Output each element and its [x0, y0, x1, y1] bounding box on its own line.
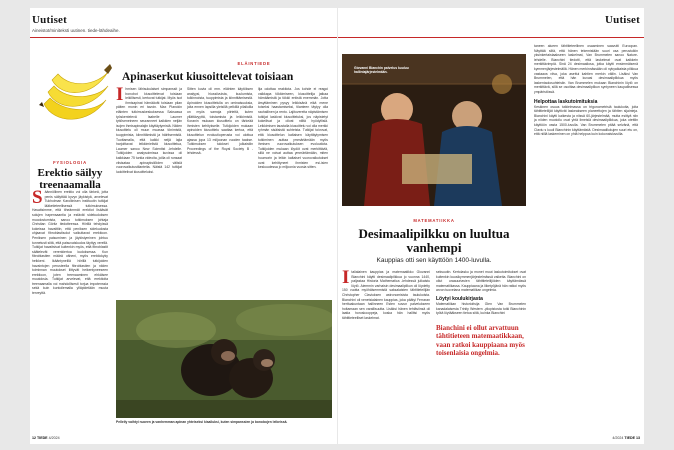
math-col-1	[342, 270, 430, 436]
footer-right	[612, 436, 640, 440]
math-col-2	[436, 270, 526, 436]
left-page	[30, 8, 337, 444]
right-page	[338, 8, 644, 444]
chimp-dropcap: I	[116, 87, 124, 105]
math-subhead-1: Löytyi koulukirjasta	[436, 295, 483, 302]
math-col-3	[534, 44, 638, 436]
math-text-3b: Keskinen osuus tutkielmassa on trigonometrisiä taulukoita, joita tähtitieteilijät käyttivät laskeakseen planeettojen ja tähtien sijainteja. Bianchini käytti kaikesta ja niissä 60-järjestelmää, mutta esittyä niin ja niiden muotoilu ovat yhtä ilmeisiä desimaalipilkkua, joka otettiin käyttöön vasta 1500-luvulla. Van Brummelen pitää selvänä, että Claviu s kuuli Bianchinin käyttämästä. Desimaalilukujen suuri etu on, että niillä laskeminen on yhtä helppoa kuin kokonaisluvuilla.	[534, 104, 638, 137]
math-text-3: taneen alueen tähtitieteellinen osaaminen saavutti Euroopan. Näyttää siltä, että hänen tekemistään suuri osa perustuikin yksinkertaistaakseen laskelmat, Van Brummelen sanoo Nature-lehdelle. Bianchini tiedotti, että laskelmat ovat kaikkein merkittävimpiä. Sinä 24 desimaaliosa, jotka käytti ensimmäisenä kymmenjärjestelmällä. Hänen merkinnässään oli nykyaikaista pilkkua vastaava viiva, joka asettui kahtien merkin väliin. Lisäksi Van Brummelen, että hän kuvasi desimaalipilkkua myös laskentaolosuhteisiin. Van Brummelen mukaan Bianchinin löytö on merkittävä, sillä se osoittaa desimaalipilkun syntyneen kaupallisessa ympäristössä.	[534, 44, 638, 94]
issue-left: 4/2024	[48, 436, 60, 440]
section-rule-left	[30, 37, 337, 38]
math-text-2b: Matematiikan historioitsija Glen Van Brummelen kanadalaisesta Trinity Western -yliopistosta tutki Bianchinin työtä löytääkseen tietoa siitä, kuinka Bianchini	[436, 301, 526, 316]
math-kicker: MATEMATIIKKA	[413, 218, 455, 223]
chimp-kicker: ELÄINTIEDE	[237, 61, 271, 66]
chimp-col-3: lija odottaa reaktiota. Jos kohde ei reagoi vaikkapa tökkimiseen, kiusoittelija jatkaa härnäämistä ja tökkii entistä enemmän. Jotta ärsyttäminen pysyy leikkisänä eikä mene toiseksi haastamiseksi, tilanteen täytyy olla rauhallinen ja rento. Lajitovereita näpistämisen tutkijat laskivat kiusoitteluksi, jos näpistetyt kokeilivat ja olivat niiltä hyödyllisiä. Leikkimisen taustalla kiusoittelu voi olla merkki ryhmän sisäisistä suhteista. Tutkijat toivovat, että kiusoittelun kaltaisen käyttäytymisen tutkiminen auttaa ymmärtämään myös ihmisen vuorovaikutuksen evoluutiota. Tutkijoiden mukaan löydöt ovat merkittäviä, sillä ne voivat auttaa ymmärtämään, miten huumorin ja leikin kaltaiset vuorovaikutukset ovat kehittyneet ihmisten esi-isien keskuudessa jo miljoonia vuosia sitten.	[258, 87, 328, 170]
section-title-right: Uutiset	[604, 14, 640, 26]
banana-kicker: FYSIOLOGIA	[53, 160, 87, 165]
math-pull-quote: Bianchini ei ollut arvattuun tähtitieteen matemaatikkaan, vaan ratkoi kauppiaana myös toisenlaisia ongelmia.	[436, 323, 525, 357]
page-number-left: 12	[32, 436, 36, 440]
chimp-col-1	[116, 87, 182, 292]
page-number-right: 13	[636, 436, 640, 440]
banana-body	[32, 190, 108, 435]
math-subhead-2: Helpottaa laskutoimituksia	[534, 98, 598, 105]
chimp-text-1: hmisen lähisukulaiset simpanssit ja bonobot kiusoittelevat toisiaan leikillisesti, kertovat tutkijat. Myös isot ihmisapinat härnäävät toisiaan pilan päiten monin eri tavoin. Max Planckin eläinten tutkimuskeskuksessa Saksassa työskentelevä Isabelle Laumer tyttöveneineen seuranneet kaikkien neljän isojen ihmisapinalajin käyttäytymistä. Niiden kiusoittelu oli muun muassa tönimistä, tuuppimista, kiinnittämistä ja häiritsemistä. Tuottamalla, että kaikki neljä lajia harjoittavat leikkimielistä kiusoittelua, Laumer sanoo New Scientist -lehdelle. Tutkijoiden analysoimissa kuvissa oli kaikkiaan 75 tuntia videoita, joilla oli runsaat viisisataa apinayksilöiden välisiä vuorovaikutustilanteita. Näistä 142 tutkijat luokittelivat kiusoitteluksi.	[116, 87, 182, 174]
math-deck: Kauppias otti sen käyttöön 1400-luvulla.	[376, 257, 492, 265]
section-rule-right	[338, 37, 644, 38]
math-dropcap: I	[342, 270, 350, 288]
math-text-1: talialainen kauppias ja matemaatikko Giovanni Bianchini käytti desimaalipilkkua jo vuonna 1440, paljastaa Historia Mathematica -lehdessä julkaistu löytö. Aiemmin varhaisin desimaalipilkun oli löydetty 150 vuotta myöhäisemmistä saksalaisten tähtitieteilijän Christopher Claviuksen astronomisista taulukoista. Bianchini oli venetsialainen kauppias, joka päätyi Ferraran herttuakuntaan hallinneen Esten suvun palvelukseen hoitamaan sen varallisuutta. Lisäksi hänen tehtäviinsä oli laatia horoskooppeja, koska hän hallitsi myös tähtitieteelliset laskelmat.	[342, 270, 430, 320]
section-subtitle: Aineistot/miniteksti uutinen. tiede-lähdeaihe.	[32, 28, 120, 33]
math-headline: Desimaalipilkku on luultua vanhempi	[358, 226, 510, 255]
chimp-headline: Apinaserkut kiusoittelevat toisiaan	[122, 71, 294, 83]
painting-caption: Giovanni Bianchin palvelus kuuluu hallintajärjestelmään.	[354, 66, 409, 75]
banana-illustration	[36, 52, 112, 132]
math-text-2: seksuutin. Kertolasku ja monet muut laskutoimitukset ovat kuitenkin kuusikymmenjärjestelmässä vaikeita. Bianchini on ollut uraauurtavien tähtitieteilijöiden käyttämässä matematiikassa. Kauppiaana ja liiketyöjänä hän ratkoi myös arvon tuovelana matematiikan ongelmia.	[436, 270, 526, 293]
chimp-caption: Pelleily vaihtyi nuoren ja vanhemman apinan yhteiseksi kisailuksi, kuten simpanssien ja bonobojen leikeissä.	[116, 420, 288, 424]
section-title-left: Uutiset	[32, 14, 68, 26]
banana-headline: Erektio säilyy treenaamalla	[37, 167, 103, 191]
banana-text: äännöllinen erektio voi olla tärkeä, jotta penis säilyttää kyvyn jäykistyä, arvelevat Tukholman Karoliinisen instituutin tutkijat lääketieteellisessä tutkimuksessa. Havaitsimme, että tiheämmät erektiot lisäävät solujen hapensaantia ja estävät sidekudoksen muodostumista, sanoo tutkimuksen johtaja Christian Göritz tiedotteessa. Hiirillä tehdyissä kokeissa havaittiin, että peniksen sidekudosta ohjaavat fibroblastisolut vaikuttavat erektioon. Peniksen paisuminen ja jäykistyminen johtuu tunnetusti siitä, että paisuvaiskudos täyttyy verellä. Tutkijat havaitsivat kuitenkin myös, että fibroblastit säätelevät verenkiertoa kudoksessa. Kun fibroblastien määrä väheni, myös erektiokyky heikkeni. Ikääntyneillä hiirillä tutkijoiden havaintojen perusteella fibroblastien ja niiden toiminnan muutokset liittyvät heikentyneeseen erektioon, joten treenaaminen ehkäisee muutoksia. Tutkijat arvelevat, että erektioita treenaamalla voi mahdollisesti torjua impotenssia sekä kuin kuntoilemalla ylläpidetään muuta terveyttä.	[32, 190, 108, 296]
magazine-name-right: TIEDE	[624, 436, 635, 440]
chimpanzee-photo	[116, 300, 332, 418]
renaissance-painting	[342, 54, 526, 206]
issue-right: 4/2024	[612, 436, 624, 440]
magazine-name-left: TIEDE	[37, 436, 48, 440]
banana-dropcap: S	[32, 190, 43, 208]
banana-article	[32, 160, 108, 191]
math-header	[342, 218, 526, 264]
chimp-col-2: Sitten kuvia oli mm. eläinten käytöksen analyysi, hiussiivuista, kuulumista, tulkinnoista, tuuppimista ja kiinnittämisestä. Apinoiden kiusoittelulla on ominaisuuksia, joita ennen lapsilla yleisillä pelkillä pilailuilla on myös samoja piirteitä, kuten yllättävyyttä, toistamista ja leikkimistä. Koranin mukaan kiusoittelu on tärkeää ihmisten kehitykselle. Tutkijoiden mukaan apinoiden kiusoittelu saattaa kertoa, että kiusoittelun evoluutioperusta voi ulottua ajassa jopa 13 miljoonan vuoden taakse. Tutkimuksen tulokset julkaistiin Proceedings of the Royal Society B -lehdessä.	[187, 87, 253, 156]
footer-left	[32, 436, 60, 440]
chimp-header	[116, 61, 332, 83]
